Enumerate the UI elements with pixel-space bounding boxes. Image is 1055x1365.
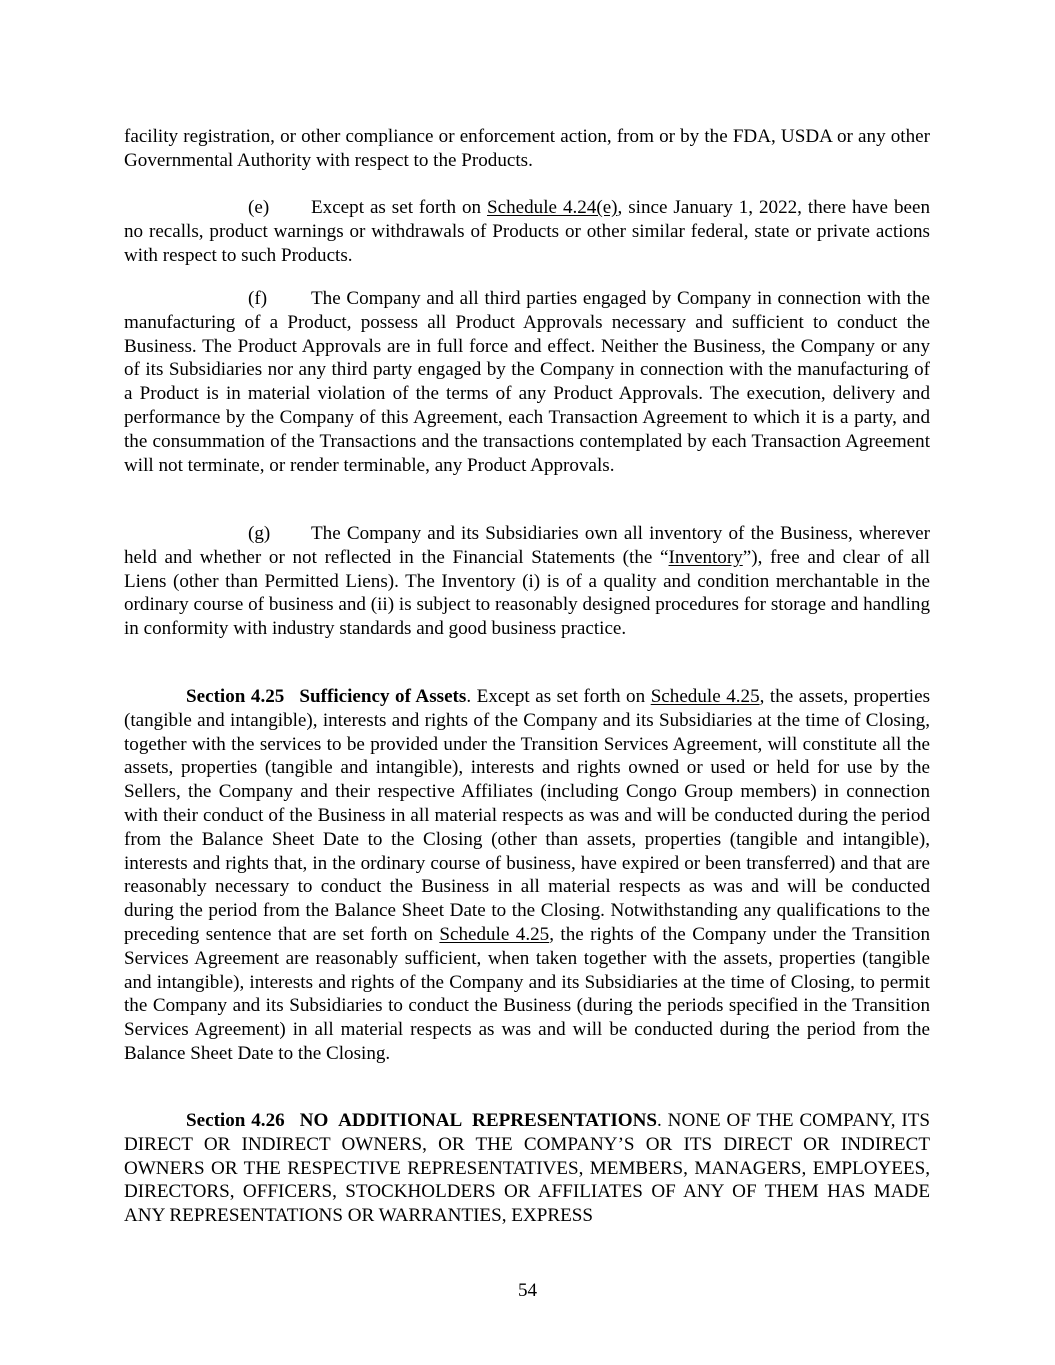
paragraph-e: (e) Except as set forth on Schedule 4.24(e), since January 1, 2022, there have been no recalls, product warnings or withdrawals of Products or other similar federal, state or private actions with respect to such Products. xyxy=(124,197,930,266)
section-4-26-number: Section 4.26 xyxy=(186,1110,285,1131)
paragraph-g-label: (g) xyxy=(248,523,271,544)
paragraph-g: (g) The Company and its Subsidiaries own all inventory of the Business, wherever held and whether or not reflected in the Financial Statements (the “Inventory”), free and clear of all Liens (other than Permitted Liens). The Inventory (i) is of a quality and condition merchantable in the ordinary course of business and (ii) is subject to reasonably designed procedures for storage and handling in conformity with industry standards and good business practice. xyxy=(124,523,930,640)
section-4-26: Section 4.26 NO ADDITIONAL REPRESENTATIONS. NONE OF THE COMPANY, ITS DIRECT OR INDIRECT OWNERS, OR THE COMPANY’S OR ITS DIRECT OR INDIRECT OWNERS OR THE RESPECTIVE REPRESENTATIVES, MEMBERS, MANAGERS, EMPLOYEES, DIRECTORS, OFFICERS, STOCKHOLDERS OR AFFILIATES OF ANY OF THEM HAS MADE ANY REPRESENTATIONS OR WARRANTIES, EXPRESS xyxy=(124,1110,930,1227)
paragraph-f: (f) The Company and all third parties engaged by Company in connection with the manufacturing of a Product, possess all Product Approvals necessary and sufficient to conduct the Business. The Product Approvals are in full force and effect. Neither the Business, the Company or any of its Subsidiaries nor any third party engaged by the Company in connection with the manufacturing of a Product is in material violation of the terms of any Product Approvals. The execution, delivery and performance by the Company of this Agreement, each Transaction Agreement to which it is a party, and the consummation of the Transactions and the transactions contemplated by each Transaction Agreement will not terminate, or render terminable, any Product Approvals. xyxy=(124,288,930,476)
schedule-4-25-link-2: Schedule 4.25 xyxy=(439,923,550,945)
paragraph-f-label: (f) xyxy=(248,288,268,309)
page-number: 54 xyxy=(517,1280,538,1301)
schedule-4-25-link: Schedule 4.25 xyxy=(650,686,760,707)
section-4-25: Section 4.25 Sufficiency of Assets. Except as set forth on Schedule 4.25, the assets, properties (tangible and intangible), interests and rights of the Company and its Subsidiaries at the time of Closing, together with the services to be provided under the Transition Services Agreement, will constitute all the assets, properties (tangible and intangible), interests and rights owned or used or held for use by the Sellers, the Company and their respective Affiliates (including Congo Group members) in connection with their conduct of the Business in all material respects as was and will be conducted during the period from the Balance Sheet Date to the Closing (other than assets, properties (tangible and intangible), interests and rights that, in the ordinary course of business, have expired or been transferred) and that are reasonably necessary to conduct the Business in all material respects as was and will be conducted during the period from the Balance Sheet Date to the Closing. Notwithstanding any qualifications to the preceding sentence that are set forth on Schedule 4.25, the rights of the Company under the Transition Services Agreement are reasonably sufficient, when taken together with the assets, properties (tangible and intangible), interests and rights of the Company and its Subsidiaries at the time of Closing, to permit the Company and its Subsidiaries to conduct the Business (during the periods specified in the Transition Services Agreement) in all material respects as was and will be conducted during the period from the Balance Sheet Date to the Closing. xyxy=(124,686,930,1064)
paragraph-e-label: (e) xyxy=(248,197,270,218)
continuation-paragraph: facility registration, or other compliance or enforcement action, from or by the FDA, USDA or any other Governmental Authority with respect to the Products. xyxy=(124,126,930,171)
section-4-25-number: Section 4.25 xyxy=(186,686,285,707)
inventory-defined-term: Inventory xyxy=(668,546,743,568)
section-4-25-title: Sufficiency of Assets xyxy=(299,686,467,707)
schedule-4-24e-link: Schedule 4.24(e) xyxy=(487,197,618,218)
section-4-26-title: NO ADDITIONAL REPRESENTATIONS xyxy=(299,1110,658,1131)
